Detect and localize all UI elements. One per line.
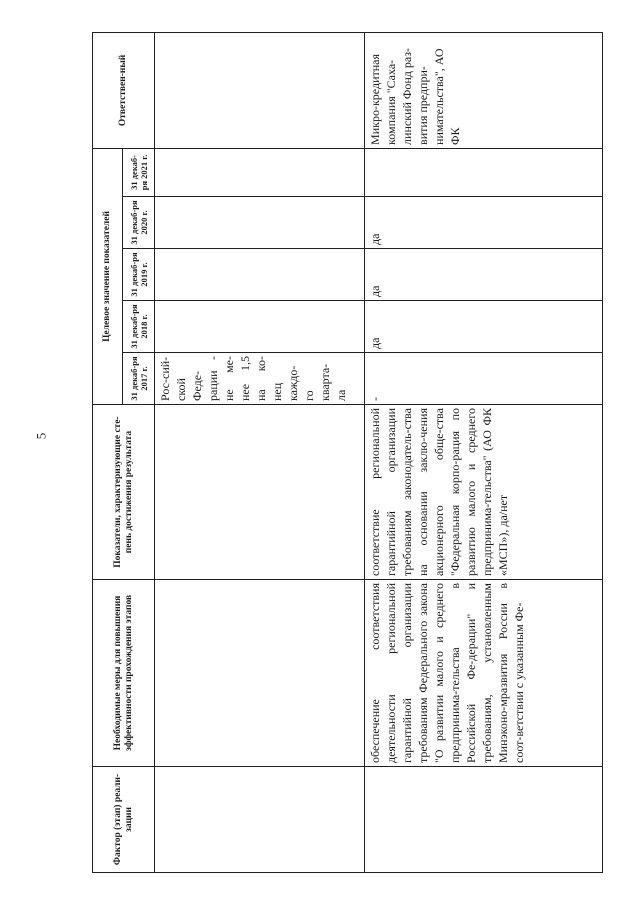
row1-value-2020 [155, 197, 365, 249]
header-date-2019: 31 декаб-ря 2019 г. [123, 249, 155, 301]
row1-indicators [155, 405, 365, 580]
header-date-2021: 31 декаб-ря 2021 г. [123, 148, 155, 196]
row1-measures [155, 580, 365, 767]
row1-value-2021 [155, 148, 365, 196]
page-number: 5 [33, 432, 49, 440]
row2-factor [365, 767, 603, 873]
row2-value-2020: да [365, 197, 603, 249]
document-table [92, 33, 602, 873]
header-factor: Фактор (этап) реали-зации [93, 767, 155, 873]
row1-factor [155, 767, 365, 873]
row2-measures: обеспечение соответствия деятельности региональной гарантийной организации требованиям Федерального закона "О развитии малого и среднего предпринима-тельства в Российской Фе-дерации" и требованиям, установленным Минэконо-мразвития России в соот-ветствии с указанным Фе- [365, 580, 603, 767]
header-date-2017: 31 декаб-ря 2017 г. [123, 353, 155, 405]
header-target-values: Целевое значение показателей [93, 148, 123, 404]
row2-indicators: соответствие региональной гарантийной организации требованиям законодатель-ства на основании заклю-чения акционерного обще-ства "Федеральная корпо-рация по развитию малого и среднего предпринима-тельства" (АО ФК «МСП»), да/нет [365, 405, 603, 580]
header-indicators: Показатели, характеризующие сте-пень достижения результата [93, 405, 155, 580]
header-responsible: Ответствен-ный [93, 32, 155, 148]
header-date-2020: 31 декаб-ря 2020 г. [123, 197, 155, 249]
row2-value-2017: - [365, 353, 603, 405]
row2-value-2021 [365, 148, 603, 196]
row2-responsible: Микро-кредитная компания "Саха-линский Фонд раз-вития предпри-нимательства", АО ФК [365, 32, 603, 148]
row2-value-2019: да [365, 249, 603, 301]
row1-value-2019 [155, 249, 365, 301]
row2-value-2018: да [365, 301, 603, 353]
row1-responsible [155, 32, 365, 148]
row1-value-2017: Рос-сий-ской Феде-рации - не ме-нее 1,5 на ко-нец каждо-го кварта-ла [155, 353, 365, 405]
header-measures: Необходимые меры для повышения эффективности прохождения этапов [93, 580, 155, 767]
row1-value-2018 [155, 301, 365, 353]
header-date-2018: 31 декаб-ря 2018 г. [123, 301, 155, 353]
